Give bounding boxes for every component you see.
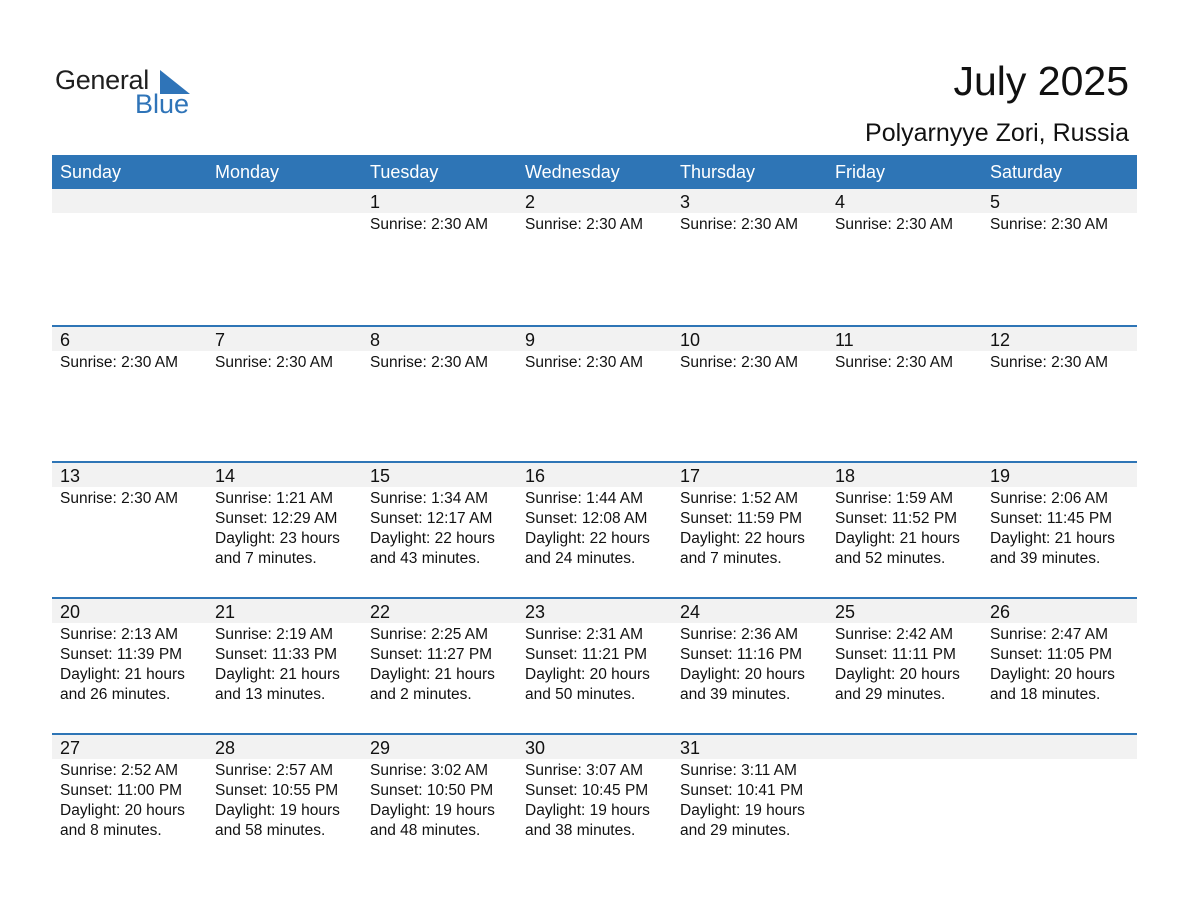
daylight-text: and 7 minutes.	[215, 550, 317, 567]
calendar-grid	[52, 155, 1137, 869]
day-number	[827, 735, 982, 759]
daylight-text: Daylight: 20 hours	[60, 802, 185, 819]
day-cell-info	[672, 487, 827, 569]
sunset-text: Sunset: 10:41 PM	[680, 782, 804, 799]
day-number: 11	[835, 330, 854, 350]
daylight-text: Daylight: 23 hours	[215, 530, 340, 547]
day-cell-info	[672, 623, 827, 705]
sunset-text: Sunset: 11:16 PM	[680, 646, 803, 663]
sunrise-text: Sunrise: 2:30 AM	[60, 354, 179, 371]
calendar-week	[52, 597, 1137, 733]
logo-word-general: General	[55, 65, 149, 95]
day-number: 15	[370, 466, 391, 486]
day-number: 7	[215, 330, 226, 350]
sunrise-text: Sunrise: 2:13 AM	[60, 626, 179, 643]
daylight-text: Daylight: 20 hours	[680, 666, 805, 683]
daylight-text: Daylight: 19 hours	[215, 802, 340, 819]
day-number	[52, 189, 207, 213]
day-number: 4	[835, 192, 846, 212]
day-number: 2	[525, 192, 536, 212]
daylight-text: and 29 minutes.	[835, 686, 946, 703]
day-number: 25	[835, 602, 856, 622]
day-number: 31	[680, 738, 701, 758]
day-number: 14	[215, 466, 236, 486]
sunrise-text: Sunrise: 2:30 AM	[525, 216, 644, 233]
calendar-week	[52, 461, 1137, 597]
sunrise-text: Sunrise: 2:30 AM	[680, 216, 799, 233]
sunset-text: Sunset: 11:52 PM	[835, 510, 958, 527]
sunrise-text: Sunrise: 1:52 AM	[680, 490, 799, 507]
sunrise-text: Sunrise: 2:52 AM	[60, 762, 179, 779]
daylight-text: and 58 minutes.	[215, 822, 326, 839]
daylight-text: and 39 minutes.	[680, 686, 791, 703]
day-cell-info	[517, 623, 672, 705]
day-number: 26	[990, 602, 1011, 622]
sunset-text: Sunset: 11:27 PM	[370, 646, 493, 663]
day-number: 23	[525, 602, 546, 622]
day-number: 24	[680, 602, 701, 622]
day-info-row	[52, 487, 1137, 569]
day-number: 22	[370, 602, 391, 622]
day-cell-info	[517, 487, 672, 569]
daylight-text: Daylight: 19 hours	[525, 802, 650, 819]
day-cell-info	[982, 759, 1137, 841]
sunrise-text: Sunrise: 2:42 AM	[835, 626, 954, 643]
daylight-text: Daylight: 21 hours	[215, 666, 340, 683]
day-number: 21	[215, 602, 236, 622]
daylight-text: and 29 minutes.	[680, 822, 791, 839]
sunrise-text: Sunrise: 2:30 AM	[835, 354, 954, 371]
daylight-text: and 48 minutes.	[370, 822, 481, 839]
daylight-text: Daylight: 20 hours	[990, 666, 1115, 683]
day-cell-info	[672, 351, 827, 373]
sunrise-text: Sunrise: 1:34 AM	[370, 490, 489, 507]
daylight-text: Daylight: 22 hours	[370, 530, 495, 547]
daylight-text: and 50 minutes.	[525, 686, 636, 703]
day-number: 1	[370, 192, 381, 212]
daylight-text: and 13 minutes.	[215, 686, 326, 703]
daylight-text: Daylight: 20 hours	[525, 666, 650, 683]
day-cell-info	[827, 351, 982, 373]
day-cell-info	[362, 487, 517, 569]
day-cell-info	[207, 487, 362, 569]
daylight-text: Daylight: 21 hours	[990, 530, 1115, 547]
day-number: 6	[60, 330, 71, 350]
day-number: 16	[525, 466, 546, 486]
weekday-thursday: Thursday	[680, 162, 756, 182]
day-number: 28	[215, 738, 236, 758]
weekday-sunday: Sunday	[60, 162, 122, 182]
day-info-row	[52, 213, 1137, 235]
day-cell-info	[207, 759, 362, 841]
day-cell-info	[982, 623, 1137, 705]
day-cell-info	[827, 759, 982, 841]
sunset-text: Sunset: 11:39 PM	[60, 646, 183, 663]
daylight-text: Daylight: 19 hours	[370, 802, 495, 819]
sunset-text: Sunset: 10:45 PM	[525, 782, 649, 799]
sunset-text: Sunset: 11:05 PM	[990, 646, 1113, 663]
day-cell-info	[517, 759, 672, 841]
sunrise-text: Sunrise: 2:36 AM	[680, 626, 799, 643]
sunset-text: Sunset: 12:29 AM	[215, 510, 338, 527]
sunset-text: Sunset: 11:21 PM	[525, 646, 648, 663]
day-number	[207, 189, 362, 213]
day-cell-info	[982, 487, 1137, 569]
day-cell-info	[362, 351, 517, 373]
sunrise-text: Sunrise: 3:11 AM	[680, 762, 797, 779]
weekday-saturday: Saturday	[990, 162, 1063, 182]
day-cell-info	[827, 213, 982, 235]
day-number: 18	[835, 466, 856, 486]
sunset-text: Sunset: 11:45 PM	[990, 510, 1113, 527]
sunrise-text: Sunrise: 2:30 AM	[370, 354, 489, 371]
day-cell-info	[827, 623, 982, 705]
daylight-text: and 24 minutes.	[525, 550, 636, 567]
day-cell-info	[52, 213, 207, 235]
sunrise-text: Sunrise: 2:57 AM	[215, 762, 334, 779]
daylight-text: Daylight: 21 hours	[60, 666, 185, 683]
day-number: 8	[370, 330, 381, 350]
day-number: 30	[525, 738, 546, 758]
day-number-row	[52, 327, 1137, 351]
sunrise-text: Sunrise: 2:25 AM	[370, 626, 489, 643]
day-cell-info	[207, 623, 362, 705]
sunset-text: Sunset: 11:11 PM	[835, 646, 956, 663]
day-cell-info	[827, 487, 982, 569]
sunset-text: Sunset: 10:50 PM	[370, 782, 494, 799]
daylight-text: Daylight: 21 hours	[370, 666, 495, 683]
day-number: 12	[990, 330, 1011, 350]
daylight-text: Daylight: 22 hours	[680, 530, 805, 547]
sunrise-text: Sunrise: 3:07 AM	[525, 762, 644, 779]
logo-word-blue: Blue	[135, 89, 190, 119]
day-number: 10	[680, 330, 701, 350]
day-cell-info	[982, 213, 1137, 235]
day-cell-info	[672, 759, 827, 841]
sunset-text: Sunset: 11:33 PM	[215, 646, 338, 663]
day-cell-info	[52, 759, 207, 841]
day-number-row	[52, 463, 1137, 487]
weekday-monday: Monday	[215, 162, 280, 182]
sunrise-text: Sunrise: 2:30 AM	[370, 216, 489, 233]
day-number: 9	[525, 330, 536, 350]
sunrise-text: Sunrise: 2:30 AM	[990, 354, 1109, 371]
calendar-week	[52, 325, 1137, 461]
weekday-wednesday: Wednesday	[525, 162, 620, 182]
calendar-week	[52, 189, 1137, 325]
sunset-text: Sunset: 11:00 PM	[60, 782, 183, 799]
daylight-text: and 26 minutes.	[60, 686, 171, 703]
daylight-text: and 52 minutes.	[835, 550, 946, 567]
day-number-row	[52, 599, 1137, 623]
sunrise-text: Sunrise: 2:30 AM	[215, 354, 334, 371]
day-number-row	[52, 189, 1137, 213]
day-cell-info	[52, 351, 207, 373]
day-info-row	[52, 623, 1137, 705]
sunset-text: Sunset: 12:08 AM	[525, 510, 648, 527]
sunrise-text: Sunrise: 3:02 AM	[370, 762, 489, 779]
page-title: July 2025	[953, 58, 1129, 104]
brand-logo	[55, 64, 205, 120]
sunset-text: Sunset: 10:55 PM	[215, 782, 339, 799]
day-cell-info	[52, 487, 207, 569]
sunrise-text: Sunrise: 1:59 AM	[835, 490, 954, 507]
sunrise-text: Sunrise: 2:47 AM	[990, 626, 1109, 643]
sunrise-text: Sunrise: 2:30 AM	[680, 354, 799, 371]
daylight-text: and 7 minutes.	[680, 550, 782, 567]
sunrise-text: Sunrise: 2:30 AM	[60, 490, 179, 507]
sunrise-text: Sunrise: 2:31 AM	[525, 626, 644, 643]
sunrise-text: Sunrise: 2:30 AM	[990, 216, 1109, 233]
sunset-text: Sunset: 12:17 AM	[370, 510, 493, 527]
sunrise-text: Sunrise: 2:30 AM	[525, 354, 644, 371]
day-info-row	[52, 759, 1137, 841]
sunrise-text: Sunrise: 2:06 AM	[990, 490, 1109, 507]
daylight-text: Daylight: 20 hours	[835, 666, 960, 683]
day-number: 17	[680, 466, 701, 486]
sunrise-text: Sunrise: 1:44 AM	[525, 490, 644, 507]
day-cell-info	[207, 351, 362, 373]
calendar-week	[52, 733, 1137, 869]
daylight-text: Daylight: 22 hours	[525, 530, 650, 547]
day-cell-info	[362, 759, 517, 841]
day-cell-info	[52, 623, 207, 705]
day-cell-info	[672, 213, 827, 235]
day-number: 19	[990, 466, 1011, 486]
daylight-text: Daylight: 19 hours	[680, 802, 805, 819]
daylight-text: and 8 minutes.	[60, 822, 162, 839]
daylight-text: and 38 minutes.	[525, 822, 636, 839]
weekday-friday: Friday	[835, 162, 886, 182]
day-cell-info	[517, 213, 672, 235]
day-info-row	[52, 351, 1137, 373]
sunset-text: Sunset: 11:59 PM	[680, 510, 803, 527]
daylight-text: and 2 minutes.	[370, 686, 472, 703]
day-number	[982, 735, 1137, 759]
daylight-text: and 43 minutes.	[370, 550, 481, 567]
sunrise-text: Sunrise: 2:19 AM	[215, 626, 334, 643]
sunrise-text: Sunrise: 2:30 AM	[835, 216, 954, 233]
day-cell-info	[982, 351, 1137, 373]
day-number: 20	[60, 602, 81, 622]
daylight-text: and 39 minutes.	[990, 550, 1101, 567]
day-number-row	[52, 735, 1137, 759]
day-cell-info	[362, 623, 517, 705]
day-number: 29	[370, 738, 391, 758]
daylight-text: Daylight: 21 hours	[835, 530, 960, 547]
day-number: 27	[60, 738, 81, 758]
daylight-text: and 18 minutes.	[990, 686, 1101, 703]
day-number: 13	[60, 466, 81, 486]
day-number: 3	[680, 192, 691, 212]
location-subtitle: Polyarnyye Zori, Russia	[865, 119, 1129, 147]
weekday-header	[52, 155, 1137, 189]
day-cell-info	[362, 213, 517, 235]
day-number: 5	[990, 192, 1001, 212]
day-cell-info	[207, 213, 362, 235]
sunrise-text: Sunrise: 1:21 AM	[215, 490, 334, 507]
weekday-tuesday: Tuesday	[370, 162, 439, 182]
calendar-weeks	[52, 189, 1137, 869]
day-cell-info	[517, 351, 672, 373]
